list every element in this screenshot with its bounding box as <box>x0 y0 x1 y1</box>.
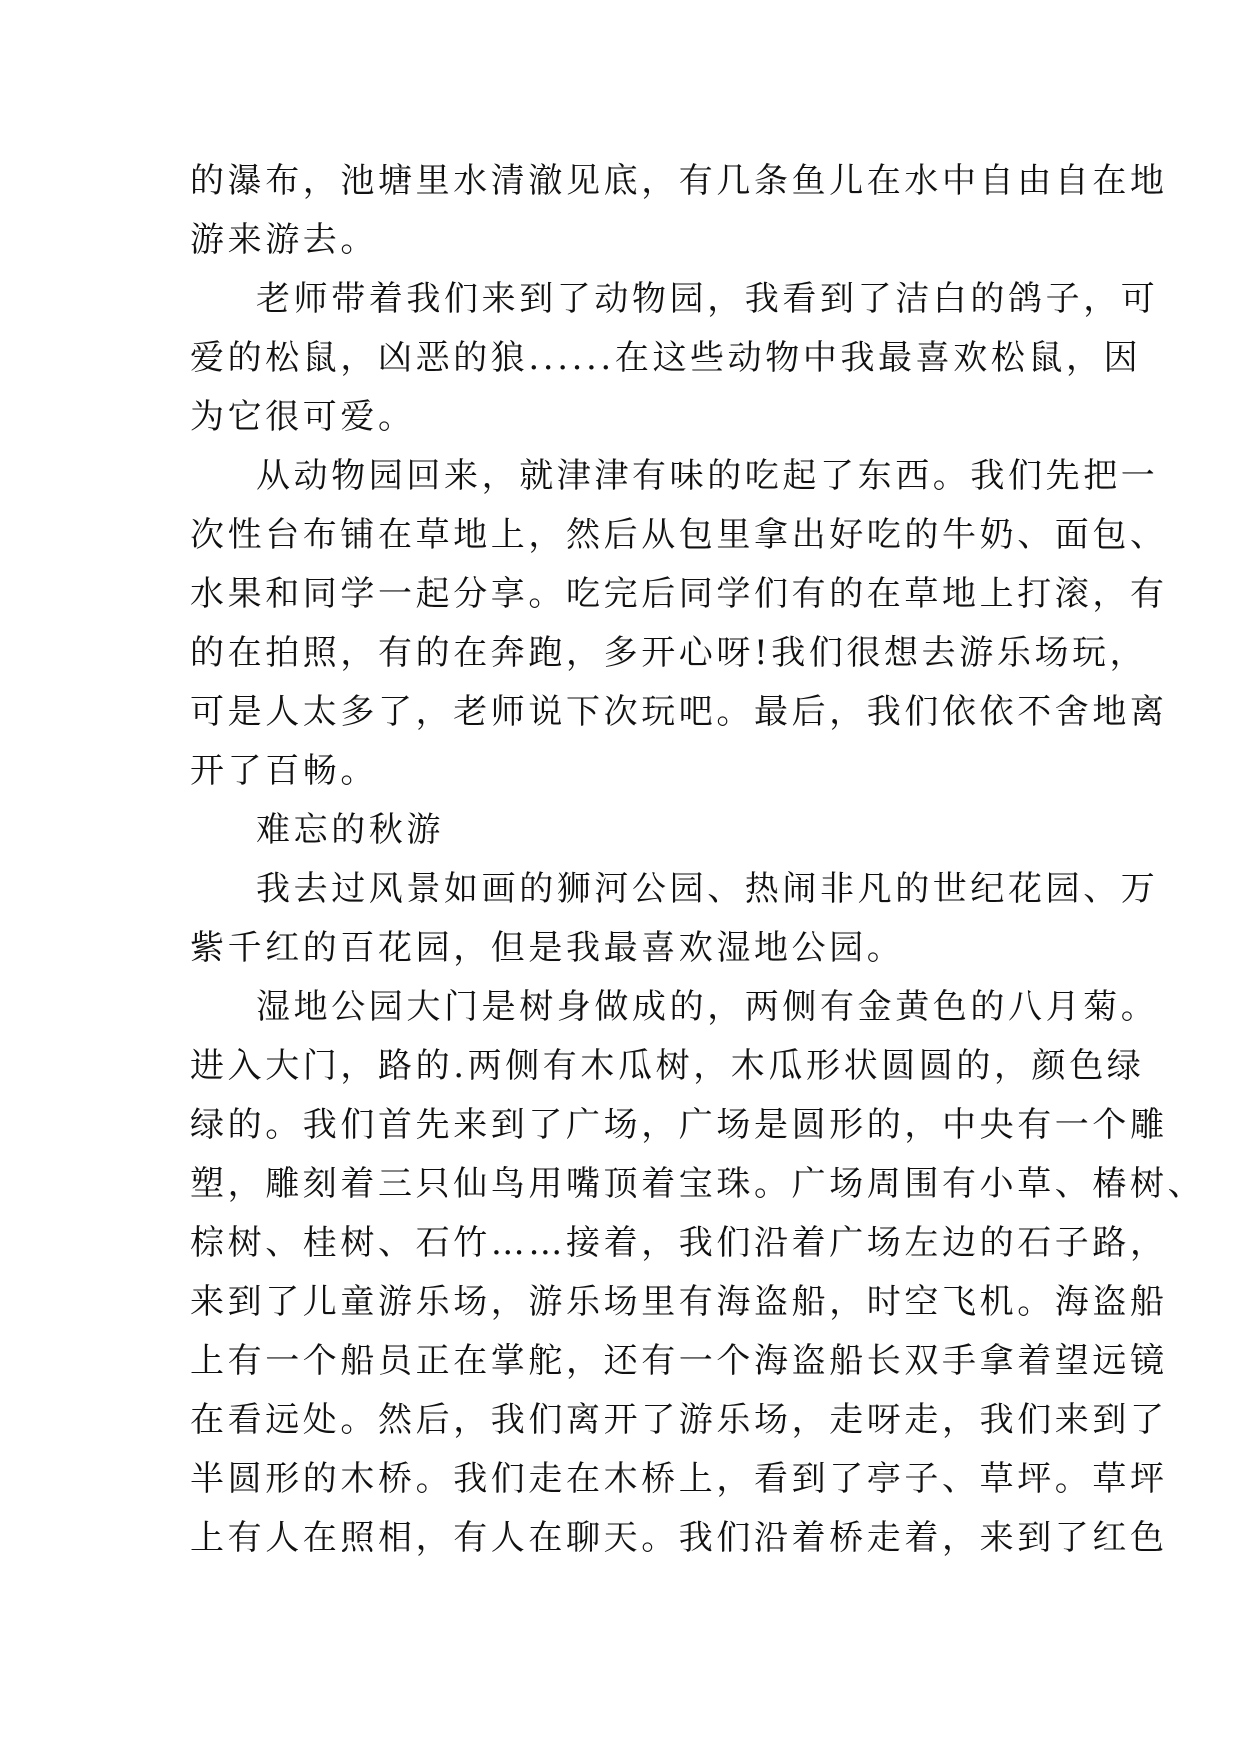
text-line: 为它很可爱。 <box>190 397 416 437</box>
text-line: 进入大门，路的.两侧有木瓜树，木瓜形状圆圆的，颜色绿 <box>190 1046 1145 1086</box>
text-line: 的在拍照，有的在奔跑，多开心呀!我们很想去游乐场玩， <box>190 633 1148 673</box>
text-line: 湿地公园大门是树身做成的，两侧有金黄色的八月菊。 <box>256 987 1159 1027</box>
text-line: 紫千红的百花园，但是我最喜欢湿地公园。 <box>190 928 905 968</box>
text-line: 水果和同学一起分享。吃完后同学们有的在草地上打滚，有 <box>190 574 1168 614</box>
text-line: 可是人太多了，老师说下次玩吧。最后，我们依依不舍地离 <box>190 692 1168 732</box>
text-line: 次性台布铺在草地上，然后从包里拿出好吃的牛奶、面包、 <box>190 515 1168 555</box>
text-line: 棕树、桂树、石竹……接着，我们沿着广场左边的石子路， <box>190 1223 1168 1263</box>
text-line: 的瀑布，池塘里水清澈见底，有几条鱼儿在水中自由自在地 <box>190 161 1168 201</box>
text-line: 从动物园回来，就津津有味的吃起了东西。我们先把一 <box>256 456 1159 496</box>
text-line: 爱的松鼠，凶恶的狼......在这些动物中我最喜欢松鼠，因 <box>190 338 1142 378</box>
text-line: 半圆形的木桥。我们走在木桥上，看到了亭子、草坪。草坪 <box>190 1459 1168 1499</box>
text-line: 老师带着我们来到了动物园，我看到了洁白的鸽子，可 <box>256 279 1159 319</box>
text-line: 上有一个船员正在掌舵，还有一个海盗船长双手拿着望远镜 <box>190 1341 1168 1381</box>
document-body <box>190 152 1206 1568</box>
text-line: 绿的。我们首先来到了广场，广场是圆形的，中央有一个雕 <box>190 1105 1168 1145</box>
text-line: 开了百畅。 <box>190 751 378 791</box>
text-line: 塑，雕刻着三只仙鸟用嘴顶着宝珠。广场周围有小草、椿树、 <box>190 1164 1206 1204</box>
text-line: 我去过风景如画的狮河公园、热闹非凡的世纪花园、万 <box>256 869 1159 909</box>
text-line: 上有人在照相，有人在聊天。我们沿着桥走着，来到了红色 <box>190 1518 1168 1558</box>
section-heading: 难忘的秋游 <box>256 810 444 850</box>
text-line: 游来游去。 <box>190 220 378 260</box>
text-line: 来到了儿童游乐场，游乐场里有海盗船，时空飞机。海盗船 <box>190 1282 1168 1322</box>
text-line: 在看远处。然后，我们离开了游乐场，走呀走，我们来到了 <box>190 1400 1168 1440</box>
